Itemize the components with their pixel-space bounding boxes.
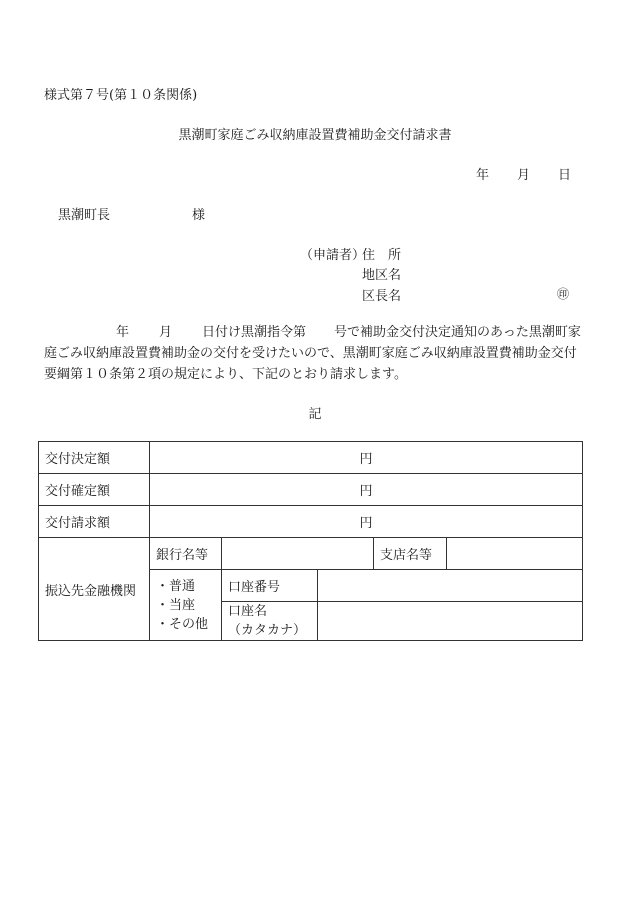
- bank-name-field[interactable]: [222, 538, 374, 570]
- bank-name-label: 銀行名等: [150, 538, 222, 570]
- table-row: [39, 506, 583, 538]
- branch-name-field[interactable]: [447, 538, 583, 570]
- form-number: 様式第７号(第１０条関係): [44, 88, 198, 103]
- district-label: 地区名: [362, 268, 402, 283]
- table-row: [39, 442, 583, 474]
- branch-name-label: 支店名等: [374, 538, 447, 570]
- addressee-name: 黒潮町長: [58, 208, 111, 223]
- subsidy-table: [38, 441, 583, 641]
- request-body-text: [44, 322, 586, 385]
- account-type-ordinary[interactable]: ・普通: [156, 578, 196, 594]
- account-name-label-main: 口座名: [228, 604, 268, 619]
- account-name-label: [222, 602, 318, 641]
- table-row: [39, 474, 583, 506]
- addressee-honorific: 様: [192, 208, 206, 223]
- table-row: [39, 538, 583, 570]
- bank-label: 振込先金融機関: [39, 538, 150, 641]
- row-label-decided: 交付決定額: [39, 442, 150, 474]
- body-month: 月: [159, 325, 173, 340]
- addressee: [58, 204, 205, 223]
- account-type-options[interactable]: [150, 570, 222, 641]
- row-label-requested: 交付請求額: [39, 506, 150, 538]
- amount-confirmed-field[interactable]: 円: [150, 474, 583, 506]
- account-name-field[interactable]: [318, 602, 583, 641]
- account-number-field[interactable]: [318, 570, 583, 602]
- amount-decided-field[interactable]: 円: [150, 442, 583, 474]
- date-line: [476, 164, 571, 183]
- body-year: 年: [116, 325, 130, 340]
- address-label: 住 所: [362, 248, 402, 263]
- account-name-label-sub: （カタカナ）: [228, 623, 307, 638]
- applicant-tag: （申請者）: [300, 248, 366, 263]
- body-part1: 日付け黒潮指令第: [202, 325, 307, 340]
- document-title: 黒潮町家庭ごみ収納庫設置費補助金交付請求書: [178, 128, 452, 143]
- date-month: 月: [517, 168, 531, 183]
- date-year: 年: [476, 168, 490, 183]
- district-head-label: 区長名: [362, 289, 402, 304]
- account-type-checking[interactable]: ・当座: [156, 597, 196, 613]
- row-label-confirmed: 交付確定額: [39, 474, 150, 506]
- amount-requested-field[interactable]: 円: [150, 506, 583, 538]
- seal-mark: ㊞: [557, 287, 570, 301]
- account-number-label: 口座番号: [222, 570, 318, 602]
- account-type-other[interactable]: ・その他: [156, 616, 209, 632]
- date-day: 日: [558, 168, 572, 183]
- body-part2: 号で補助金交付決定通知のあった黒潮町家庭ごみ収納庫設置費補助金の交付を受けたいので、黒潮町家庭ごみ収納庫設置費補助金交付要綱第１０条第２項の規定により、下記のとおり請求します。: [44, 325, 581, 382]
- ki-heading: 記: [308, 407, 322, 422]
